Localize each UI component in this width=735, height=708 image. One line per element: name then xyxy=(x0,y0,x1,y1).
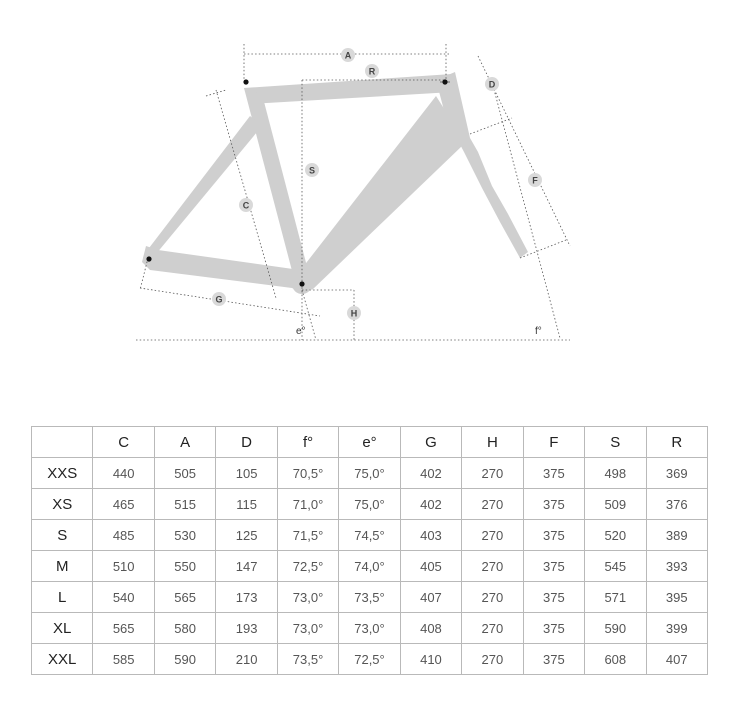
value-cell: 585 xyxy=(93,644,154,675)
value-cell: 375 xyxy=(523,644,584,675)
value-cell: 270 xyxy=(462,520,523,551)
angle-e-label: e° xyxy=(296,326,306,337)
label-C-text: C xyxy=(242,200,250,211)
value-cell: 393 xyxy=(646,551,707,582)
label-D-text: D xyxy=(488,79,496,90)
value-cell: 71,5° xyxy=(277,520,338,551)
value-cell: 403 xyxy=(400,520,461,551)
geometry-table-body xyxy=(32,458,708,675)
value-cell: 505 xyxy=(154,458,215,489)
size-cell: L xyxy=(32,582,93,613)
value-cell: 369 xyxy=(646,458,707,489)
geometry-table xyxy=(31,426,708,675)
header-cell: A xyxy=(154,427,215,458)
value-cell: 375 xyxy=(523,458,584,489)
label-A-text: A xyxy=(344,50,352,61)
size-cell: S xyxy=(32,520,93,551)
bike-frame xyxy=(142,72,528,294)
value-cell: 407 xyxy=(400,582,461,613)
table-row xyxy=(32,520,708,551)
value-cell: 410 xyxy=(400,644,461,675)
value-cell: 540 xyxy=(93,582,154,613)
value-cell: 590 xyxy=(154,644,215,675)
value-cell: 571 xyxy=(585,582,646,613)
size-cell: XL xyxy=(32,613,93,644)
value-cell: 375 xyxy=(523,582,584,613)
value-cell: 399 xyxy=(646,613,707,644)
size-cell: M xyxy=(32,551,93,582)
label-S xyxy=(305,163,319,177)
value-cell: 389 xyxy=(646,520,707,551)
value-cell: 515 xyxy=(154,489,215,520)
value-cell: 407 xyxy=(646,644,707,675)
value-cell: 210 xyxy=(216,644,277,675)
value-cell: 270 xyxy=(462,582,523,613)
value-cell: 173 xyxy=(216,582,277,613)
header-cell: S xyxy=(585,427,646,458)
value-cell: 498 xyxy=(585,458,646,489)
value-cell: 509 xyxy=(585,489,646,520)
size-cell: XXS xyxy=(32,458,93,489)
value-cell: 270 xyxy=(462,613,523,644)
value-cell: 270 xyxy=(462,489,523,520)
value-cell: 115 xyxy=(216,489,277,520)
value-cell: 590 xyxy=(585,613,646,644)
value-cell: 545 xyxy=(585,551,646,582)
value-cell: 395 xyxy=(646,582,707,613)
header-cell: C xyxy=(93,427,154,458)
value-cell: 465 xyxy=(93,489,154,520)
header-cell: f° xyxy=(277,427,338,458)
header-cell-size xyxy=(32,427,93,458)
header-cell: F xyxy=(523,427,584,458)
value-cell: 565 xyxy=(93,613,154,644)
value-cell: 375 xyxy=(523,489,584,520)
value-cell: 73,5° xyxy=(339,582,400,613)
value-cell: 270 xyxy=(462,458,523,489)
table-row xyxy=(32,613,708,644)
label-F xyxy=(528,173,542,187)
value-cell: 376 xyxy=(646,489,707,520)
table-header-row xyxy=(32,427,708,458)
label-R xyxy=(365,64,379,78)
value-cell: 125 xyxy=(216,520,277,551)
table-row xyxy=(32,582,708,613)
value-cell: 72,5° xyxy=(339,644,400,675)
label-H xyxy=(347,306,361,320)
header-cell: e° xyxy=(339,427,400,458)
value-cell: 73,0° xyxy=(339,613,400,644)
label-D xyxy=(485,77,499,91)
value-cell: 75,0° xyxy=(339,458,400,489)
value-cell: 375 xyxy=(523,613,584,644)
label-G xyxy=(212,292,226,306)
label-R-text: R xyxy=(368,66,376,77)
header-cell: R xyxy=(646,427,707,458)
value-cell: 408 xyxy=(400,613,461,644)
value-cell: 73,0° xyxy=(277,613,338,644)
value-cell: 375 xyxy=(523,551,584,582)
value-cell: 71,0° xyxy=(277,489,338,520)
label-S-text: S xyxy=(308,165,316,176)
header-cell: G xyxy=(400,427,461,458)
value-cell: 73,0° xyxy=(277,582,338,613)
value-cell: 73,5° xyxy=(277,644,338,675)
header-cell: H xyxy=(462,427,523,458)
value-cell: 375 xyxy=(523,520,584,551)
value-cell: 485 xyxy=(93,520,154,551)
table-row xyxy=(32,458,708,489)
value-cell: 510 xyxy=(93,551,154,582)
label-F-text: F xyxy=(532,175,538,186)
value-cell: 565 xyxy=(154,582,215,613)
value-cell: 580 xyxy=(154,613,215,644)
value-cell: 402 xyxy=(400,489,461,520)
value-cell: 74,5° xyxy=(339,520,400,551)
value-cell: 440 xyxy=(93,458,154,489)
value-cell: 74,0° xyxy=(339,551,400,582)
label-G-text: G xyxy=(215,294,223,305)
value-cell: 405 xyxy=(400,551,461,582)
value-cell: 530 xyxy=(154,520,215,551)
value-cell: 72,5° xyxy=(277,551,338,582)
value-cell: 402 xyxy=(400,458,461,489)
value-cell: 105 xyxy=(216,458,277,489)
table-row xyxy=(32,644,708,675)
value-cell: 270 xyxy=(462,551,523,582)
header-cell: D xyxy=(216,427,277,458)
label-A xyxy=(341,48,355,62)
table-row xyxy=(32,551,708,582)
size-cell: XS xyxy=(32,489,93,520)
value-cell: 193 xyxy=(216,613,277,644)
label-C xyxy=(239,198,253,212)
size-cell: XXL xyxy=(32,644,93,675)
value-cell: 147 xyxy=(216,551,277,582)
label-H-text: H xyxy=(350,308,358,319)
value-cell: 270 xyxy=(462,644,523,675)
value-cell: 520 xyxy=(585,520,646,551)
value-cell: 70,5° xyxy=(277,458,338,489)
value-cell: 75,0° xyxy=(339,489,400,520)
table-row xyxy=(32,489,708,520)
value-cell: 550 xyxy=(154,551,215,582)
value-cell: 608 xyxy=(585,644,646,675)
angle-f-label: f° xyxy=(535,326,542,337)
